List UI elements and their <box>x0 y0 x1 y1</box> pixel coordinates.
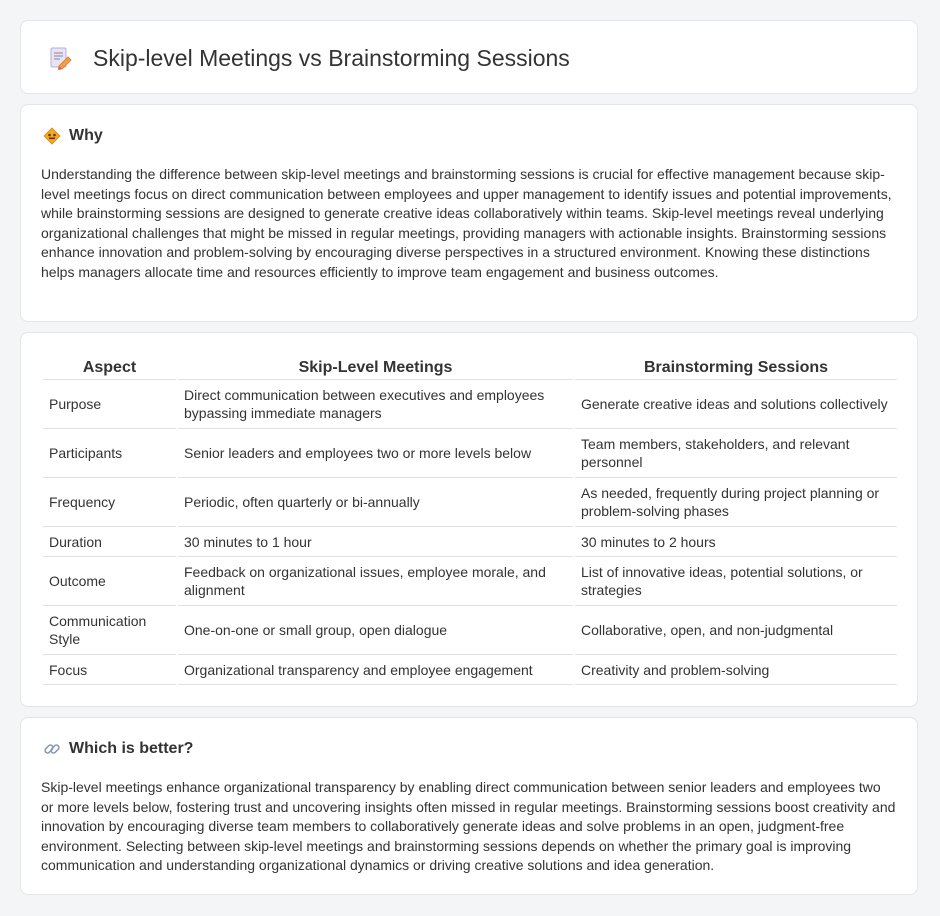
row-skip-level: Senior leaders and employees two or more levels below <box>178 429 573 478</box>
row-aspect: Frequency <box>43 478 176 527</box>
row-brainstorming: Team members, stakeholders, and relevant personnel <box>575 429 897 478</box>
table-row <box>43 557 897 606</box>
table-row <box>43 478 897 527</box>
row-brainstorming: Collaborative, open, and non-judgmental <box>575 606 897 655</box>
column-header-brainstorming: Brainstorming Sessions <box>575 353 897 380</box>
table-row <box>43 606 897 655</box>
column-header-aspect: Aspect <box>43 353 176 380</box>
table-row <box>43 527 897 557</box>
which-is-better-section <box>20 717 918 895</box>
row-aspect: Outcome <box>43 557 176 606</box>
row-skip-level: Periodic, often quarterly or bi-annually <box>178 478 573 527</box>
row-skip-level: Feedback on organizational issues, employee morale, and alignment <box>178 557 573 606</box>
row-aspect: Participants <box>43 429 176 478</box>
better-heading: Which is better? <box>69 740 194 757</box>
comparison-table <box>41 353 899 685</box>
title-row <box>47 45 570 71</box>
comparison-card <box>20 332 918 707</box>
table-row <box>43 380 897 429</box>
row-brainstorming: As needed, frequently during project planning or problem-solving phases <box>575 478 897 527</box>
better-heading-row <box>43 740 193 758</box>
why-text: Understanding the difference between skip-level meetings and brainstorming sessions is crucial for effective management because skip-level meetings focus on direct communication between employees and upper management to identify issues and potential improvements, while brainstorming sessions are designed to generate creative ideas collaboratively within teams. Skip-level meetings reveal underlying organizational challenges that might be missed in regular meetings, providing managers with actionable insights. Brainstorming sessions enhance innovation and problem-solving by encouraging diverse perspectives in a structured environment. Knowing these distinctions helps managers allocate time and resources efficiently to improve team engagement and business outcomes. <box>41 166 892 280</box>
row-brainstorming: Creativity and problem-solving <box>575 655 897 685</box>
better-text: Skip-level meetings enhance organizational transparency by enabling direct communication between senior leaders and employees two or more levels below, fostering trust and uncovering insights often missed in regular meetings. Brainstorming sessions boost creativity and innovation by encouraging diverse team members to collaboratively generate ideas and solve problems in an open, judgment-free environment. Selecting between skip-level meetings and brainstorming sessions depends on whether the primary goal is improving communication and understanding organizational dynamics or driving creative solutions and idea generation. <box>41 779 896 874</box>
row-aspect: Communication Style <box>43 606 176 655</box>
table-row <box>43 655 897 685</box>
row-brainstorming: List of innovative ideas, potential solutions, or strategies <box>575 557 897 606</box>
row-skip-level: 30 minutes to 1 hour <box>178 527 573 557</box>
diamond-warning-icon <box>43 127 61 145</box>
why-heading: Why <box>69 127 103 144</box>
row-brainstorming: 30 minutes to 2 hours <box>575 527 897 557</box>
document-edit-icon <box>47 45 73 71</box>
why-section <box>20 104 918 322</box>
why-heading-row <box>43 127 103 145</box>
row-aspect: Duration <box>43 527 176 557</box>
page-title: Skip-level Meetings vs Brainstorming Sessions <box>93 45 570 71</box>
link-icon <box>43 740 61 758</box>
table-header-row <box>43 353 897 380</box>
row-brainstorming: Generate creative ideas and solutions collectively <box>575 380 897 429</box>
table-row <box>43 429 897 478</box>
title-card <box>20 20 918 94</box>
row-aspect: Purpose <box>43 380 176 429</box>
row-skip-level: Direct communication between executives and employees bypassing immediate managers <box>178 380 573 429</box>
column-header-skip-level: Skip-Level Meetings <box>178 353 573 380</box>
row-skip-level: Organizational transparency and employee engagement <box>178 655 573 685</box>
row-aspect: Focus <box>43 655 176 685</box>
row-skip-level: One-on-one or small group, open dialogue <box>178 606 573 655</box>
